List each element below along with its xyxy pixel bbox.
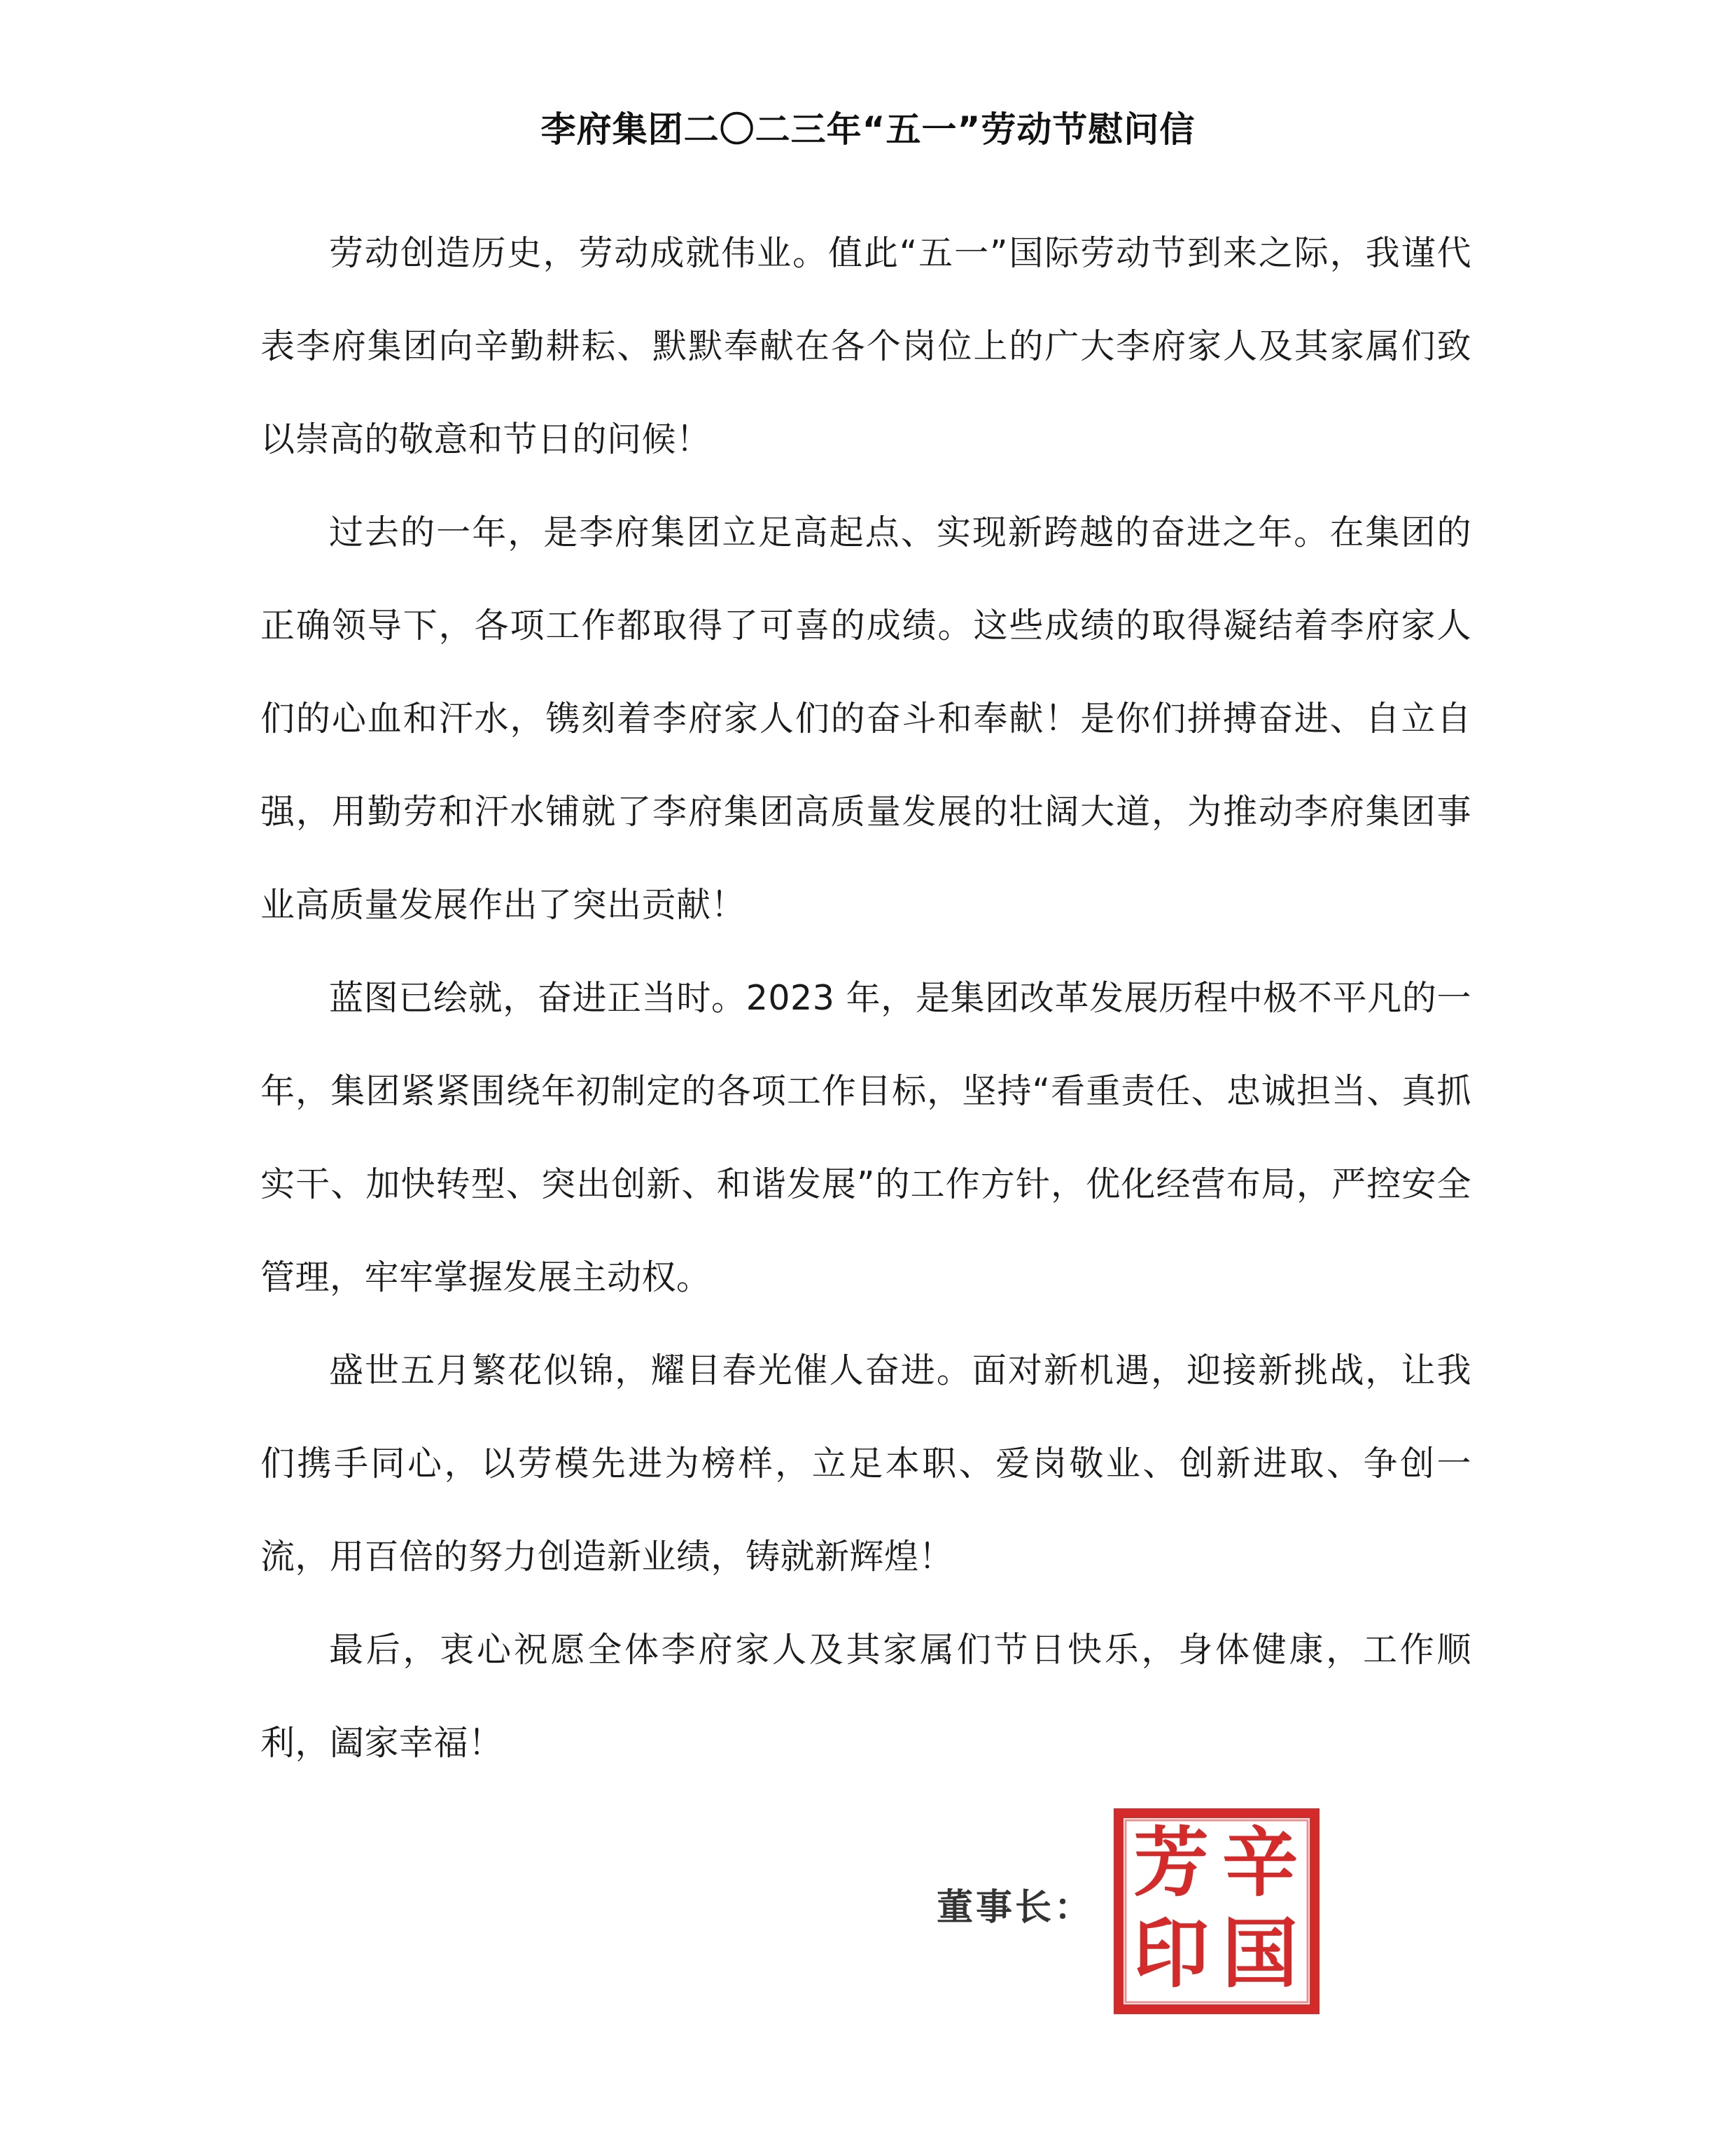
seal-char-fang: 芳	[1133, 1819, 1210, 1907]
seal-stamp-icon	[1112, 1806, 1322, 2016]
seal-char-yin: 印	[1133, 1910, 1210, 1998]
paragraph-1: 劳动创造历史，劳动成就伟业。值此“五一”国际劳动节到来之际，我谨代表李府集团向辛勤耕耘、默默奉献在各个岗位上的广大李府家人及其家属们致以崇高的敬意和节日的问候！	[260, 233, 1471, 459]
seal-char-xin: 辛	[1222, 1819, 1298, 1907]
seal-char-guo: 国	[1222, 1910, 1298, 1998]
paragraph-2: 过去的一年，是李府集团立足高起点、实现新跨越的奋进之年。在集团的正确领导下，各项工作都取得了可喜的成绩。这些成绩的取得凝结着李府家人们的心血和汗水，镌刻着李府家人们的奋斗和奉献！是你们拼搏奋进、自立自强，用勤劳和汗水铺就了李府集团高质量发展的壮阔大道，为推动李府集团事业高质量发展作出了突出贡献！	[260, 512, 1471, 925]
paragraph-4: 盛世五月繁花似锦，耀目春光催人奋进。面对新机遇，迎接新挑战，让我们携手同心，以劳模先进为榜样，立足本职、爱岗敬业、创新进取、争创一流，用百倍的努力创造新业绩，铸就新辉煌！	[260, 1350, 1471, 1577]
paragraph-3: 蓝图已绘就，奋进正当时。2023 年，是集团改革发展历程中极不平凡的一年，集团紧紧围绕年初制定的各项工作目标，坚持“看重责任、忠诚担当、真抓实干、加快转型、突出创新、和谐发展”的工作方针，优化经营布局，严控安全管理，牢牢掌握发展主动权。	[260, 978, 1471, 1297]
signature-label: 董事长：	[937, 1887, 1094, 1929]
letter-body	[260, 207, 1471, 1789]
letter-title: 李府集团二〇二三年“五一”劳动节慰问信	[540, 109, 1196, 150]
chairman-seal	[1112, 1806, 1322, 2016]
paragraph-5: 最后，衷心祝愿全体李府家人及其家属们节日快乐，身体健康，工作顺利，阖家幸福！	[260, 1630, 1471, 1763]
